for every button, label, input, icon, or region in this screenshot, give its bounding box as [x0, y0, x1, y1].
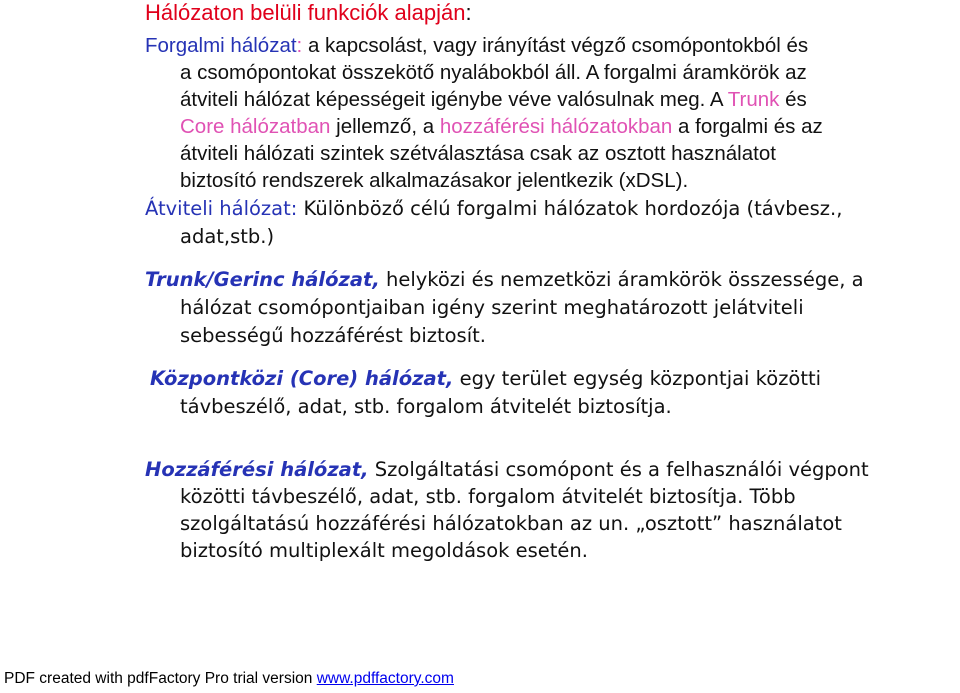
footer-link[interactable]: www.pdffactory.com	[316, 670, 454, 687]
trunk-text-1: helyközi és nemzetközi áramkörök összessége, a	[379, 268, 864, 291]
forgalmi-text-1: a kapcsolást, vagy irányítást végző csomópontokból és	[302, 34, 809, 57]
heading-colon: :	[465, 0, 472, 25]
kozpontkozi-line-2: távbeszélő, adat, stb. forgalom átvitelét biztosítja.	[180, 395, 672, 418]
atviteli-line-2: adat,stb.)	[180, 225, 275, 248]
forgalmi-line-5: átviteli hálózati szintek szétválasztása csak az osztott használatot	[180, 142, 776, 165]
forgalmi-line-4a: jellemző, a	[330, 115, 440, 138]
forgalmi-line-4	[180, 114, 823, 140]
core-highlight: Core hálózatban	[180, 115, 331, 138]
forgalmi-colon: :	[296, 34, 303, 57]
atviteli-term: Átviteli hálózat:	[145, 197, 298, 220]
hozzaferesi-text-1: Szolgáltatási csomópont és a felhasználói végpont	[368, 458, 869, 481]
hozzaferesi-term: Hozzáférési hálózat,	[145, 458, 369, 481]
forgalmi-line-2: a csomópontokat összekötő nyalábokból áll. A forgalmi áramkörök az	[180, 61, 807, 84]
forgalmi-term: Forgalmi hálózat	[145, 34, 297, 57]
forgalmi-line-3a: átviteli hálózat képességeit igénybe véve valósulnak meg	[180, 88, 700, 111]
footer-text: PDF created with pdfFactory Pro trial version	[4, 670, 317, 687]
atviteli-text-1: Különböző célú forgalmi hálózatok hordozója (távbesz.,	[297, 197, 843, 220]
trunk-term: Trunk/Gerinc hálózat,	[145, 268, 380, 291]
forgalmi-line-4b: a forgalmi és az	[672, 115, 823, 138]
forgalmi-line-1	[145, 33, 808, 59]
pdf-footer	[4, 670, 454, 688]
kozpontkozi-text-1: egy terület egység központjai közötti	[453, 367, 822, 390]
forgalmi-line-3c: és	[779, 88, 807, 111]
hozzaferesi-line-4: biztosító multiplexált megoldások esetén.	[180, 539, 588, 562]
heading-label: Hálózaton belüli funkciók alapján	[145, 0, 466, 25]
trunk-line-3: sebességű hozzáférést biztosít.	[180, 324, 486, 347]
atviteli-line-1	[145, 196, 842, 222]
forgalmi-line-3b: . A	[699, 88, 728, 111]
kozpontkozi-line-1	[150, 366, 821, 392]
trunk-line-1	[145, 267, 864, 293]
forgalmi-line-6: biztosító rendszerek alkalmazásakor jelentkezik (xDSL).	[180, 169, 689, 192]
hozzaferesi-line-3: szolgáltatású hozzáférési hálózatokban az un. „osztott” használatot	[180, 512, 842, 535]
trunk-highlight: Trunk	[727, 88, 780, 111]
forgalmi-line-3	[180, 87, 807, 113]
hozzaferesi-line-1	[145, 457, 869, 483]
hozzaferesi-highlight: hozzáférési hálózatokban	[439, 115, 673, 138]
kozpontkozi-term: Központközi (Core) hálózat,	[150, 367, 454, 390]
trunk-line-2: hálózat csomópontjaiban igény szerint meghatározott jelátviteli	[180, 296, 804, 319]
section-heading	[145, 0, 472, 26]
hozzaferesi-line-2: közötti távbeszélő, adat, stb. forgalom átvitelét biztosítja. Több	[180, 485, 796, 508]
